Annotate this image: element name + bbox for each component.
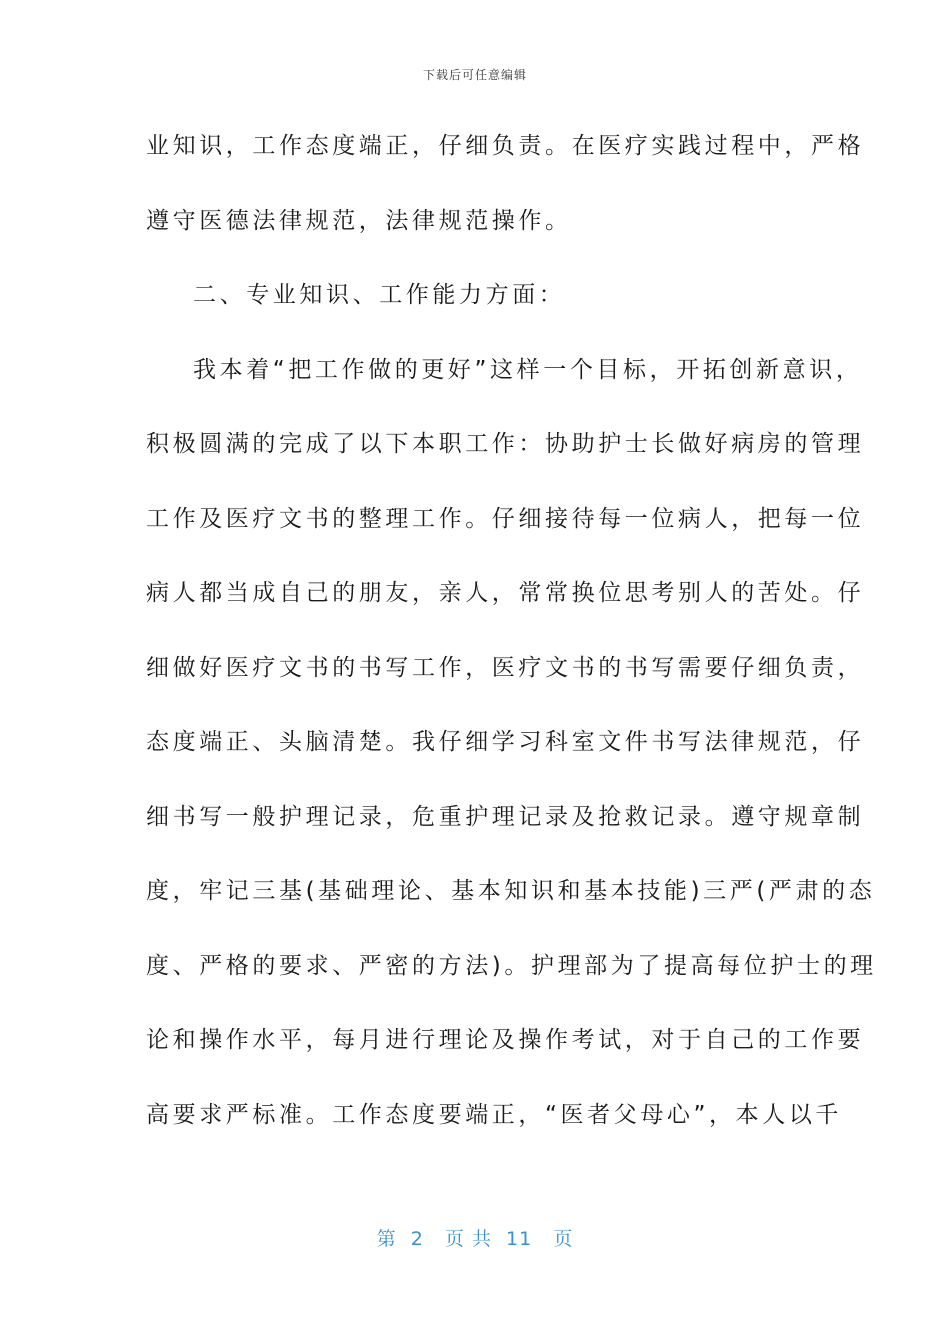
text-line: 病人都当成自己的朋友，亲人，常常换位思考别人的苦处。仔 [146,580,865,606]
text-line: 度，牢记三基(基础理论、基本知识和基本技能)三严(严肃的态 [146,878,876,904]
text-line: 细书写一般护理记录，危重护理记录及抢救记录。遵守规章制 [146,803,865,830]
paragraph-first-line: 我本着“把工作做的更好”这样一个目标，开拓创新意识， [193,356,863,383]
text-line: 高要求严标准。工作态度要端正，“医者父母心”，本人以千 [146,1101,843,1128]
text-line: 态度端正、头脑清楚。我仔细学习科室文件书写法律规范，仔 [146,729,865,755]
text-line: 业知识，工作态度端正，仔细负责。在医疗实践过程中，严格 [146,133,865,159]
text-line: 工作及医疗文书的整理工作。仔细接待每一位病人，把每一位 [146,505,865,532]
page-number-footer: 第 2 页 共 11 页 [376,1228,574,1250]
document-body [146,120,877,1163]
header-note: 下载后可任意编辑 [422,68,527,82]
text-line: 度、严格的要求、严密的方法)。护理部为了提高每位护士的理 [146,952,877,979]
text-line: 论和操作水平，每月进行理论及操作考试，对于自己的工作要 [146,1027,865,1053]
text-line: 遵守医德法律规范，法律规范操作。 [146,207,572,234]
text-line: 细做好医疗文书的书写工作，医疗文书的书写需要仔细负责， [146,654,865,681]
text-line: 积极圆满的完成了以下本职工作：协助护士长做好病房的管理 [146,431,865,457]
section-heading: 二、专业知识、工作能力方面： [193,282,566,308]
